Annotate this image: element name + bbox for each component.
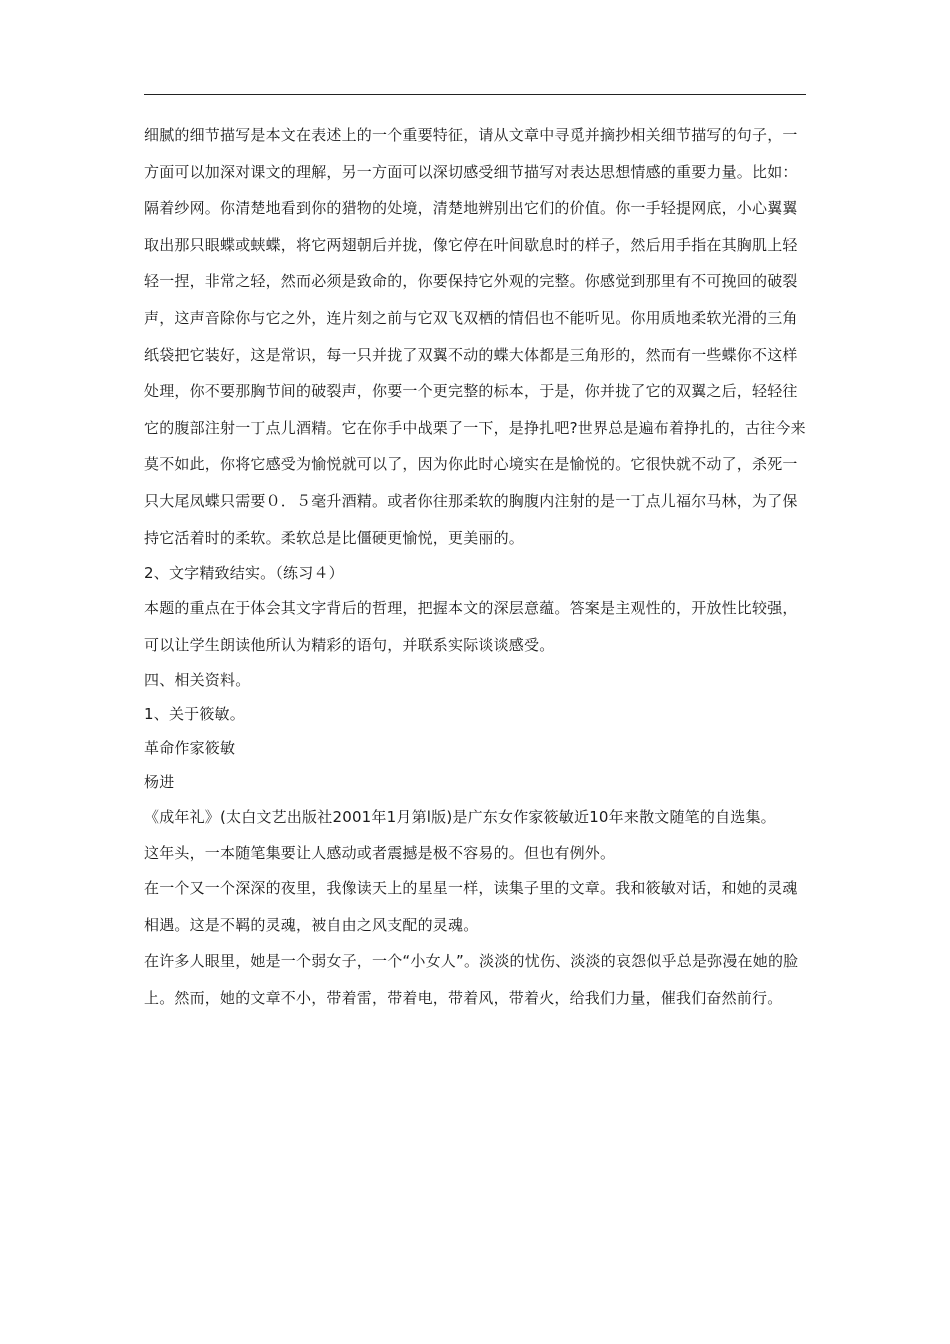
paragraph-item-2-answer: 本题的重点在于体会其文字背后的哲理，把握本文的深层意蕴。答案是主观性的，开放性比较强，可以让学生朗读他所认为精彩的语句，并联系实际谈谈感受。: [144, 599, 798, 654]
paragraph-book-intro: 《成年礼》(太白文艺出版社2001年1月第l版)是广东女作家筱敏近10年来散文随笔的自选集。: [144, 808, 776, 827]
paragraph-exception: 这年头，一本随笔集要让人感动或者震撼是极不容易的。但也有例外。: [144, 843, 616, 862]
article-title: 革命作家筱敏: [144, 739, 236, 758]
section-heading-resources: 四、相关资料。: [144, 671, 251, 690]
paragraph-small-woman: 在许多人眼里，她是一个弱女子，一个“小女人”。淡淡的忧伤、淡淡的哀怨似乎总是弥漫在她的脸上。然而，她的文章不小，带着雷，带着电，带着风，带着火，给我们力量，催我们奋然前行。: [144, 952, 799, 1007]
paragraph-night-reading: 在一个又一个深深的夜里，我像读天上的星星一样，读集子里的文章。我和筱敏对话，和她的灵魂相遇。这是不羁的灵魂，被自由之风支配的灵魂。: [144, 878, 798, 934]
paragraph-detail-intro: 细腻的细节描写是本文在表述上的一个重要特征，请从文章中寻觅并摘抄相关细节描写的句子，一方面可以加深对课文的理解，另一方面可以深切感受细节描写对表达思想情感的重要力量。比如：: [144, 126, 798, 181]
document-body: [144, 117, 808, 1016]
subsection-heading-about: 1、关于筱敏。: [144, 705, 245, 724]
paragraph-item-2: 2、文字精致结实。（练习４）: [144, 564, 344, 583]
article-author: 杨进: [144, 773, 175, 792]
paragraph-butterfly-excerpt: 隔着纱网。你清楚地看到你的猎物的处境，清楚地辨别出它们的价值。你一手轻提网底，小心翼翼取出那只眼蝶或蛱蝶，将它两翅朝后并拢，像它停在叶间歇息时的样子，然后用手指在其胸肌上轻轻一捏，非常之轻，然而必须是致命的，你要保持它外观的完整。你感觉到那里有不可挽回的破裂声，这声音除你与它之外，连片刻之前与它双飞双栖的情侣也不能听见。你用质地柔软光滑的三角纸袋把它装好，这是常识，每一只并拢了双翼不动的蝶大体都是三角形的，然而有一些蝶你不这样处理，你不要那胸节间的破裂声，你要一个更完整的标本，于是，你并拢了它的双翼之后，轻轻往它的腹部注射一丁点儿酒精。它在你手中战栗了一下，是挣扎吧?世界总是遍布着挣扎的，古往今来莫不如此，你将它感受为愉悦就可以了，因为你此时心境实在是愉悦的。它很快就不动了，杀死一只大尾凤蝶只需要０．５毫升酒精。或者你往那柔软的胸腹内注射的是一丁点儿福尔马林，为了保持它活着时的柔软。柔软总是比僵硬更愉悦，更美丽的。: [144, 199, 806, 547]
header-rule: [144, 94, 806, 95]
